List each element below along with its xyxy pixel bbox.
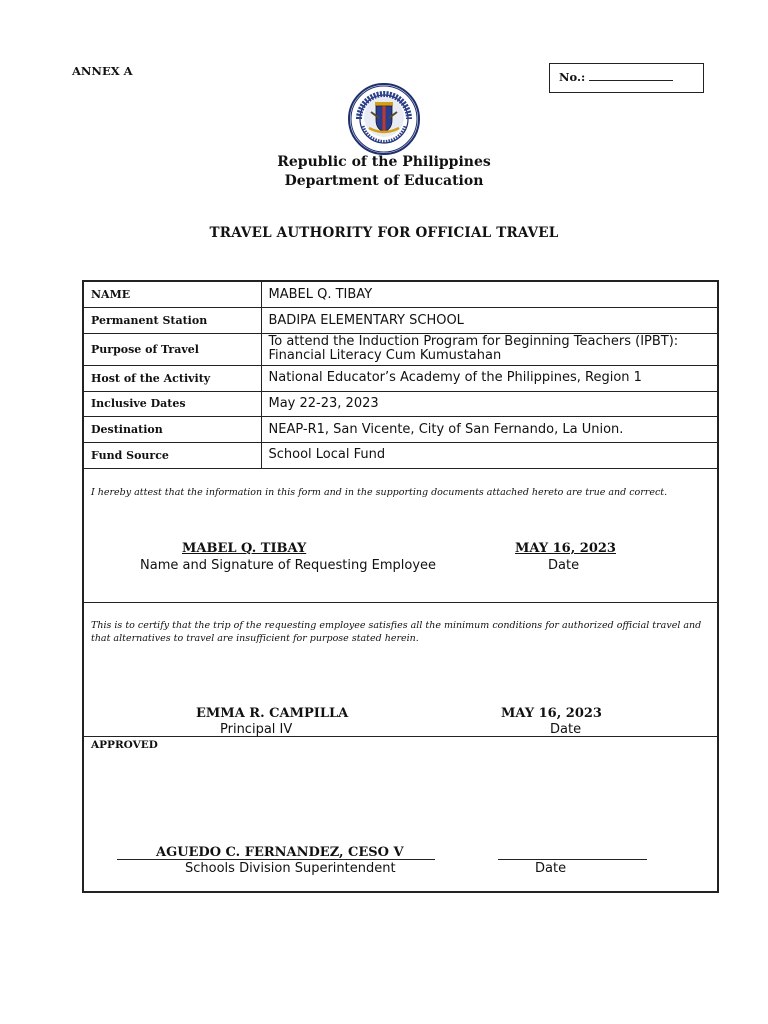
row-value: BADIPA ELEMENTARY SCHOOL (261, 308, 717, 334)
row-label: Purpose of Travel (84, 333, 261, 365)
deped-seal-icon (347, 82, 421, 156)
table-row (84, 391, 717, 417)
annex-label: ANNEX A (72, 64, 133, 78)
attestation-date: MAY 16, 2023 (515, 541, 616, 556)
department-heading: Department of Education (284, 173, 484, 189)
document-number-blank (589, 72, 673, 81)
attestation-text: I hereby attest that the information in this form and in the supporting documents attached hereto are true and correct. (91, 487, 668, 498)
republic-heading: Republic of the Philippines (277, 154, 491, 170)
row-value: MABEL Q. TIBAY (261, 282, 717, 308)
row-value: NEAP-R1, San Vicente, City of San Fernando, La Union. (261, 417, 717, 443)
row-label: NAME (84, 282, 261, 308)
certification-date-label: Date (550, 722, 582, 737)
purpose-line-1: To attend the Induction Program for Beginning Teachers (IPBT): (268, 334, 679, 350)
attestation-date-label: Date (548, 558, 580, 573)
employee-name: MABEL Q. TIBAY (182, 541, 307, 556)
document-number-box (549, 63, 704, 93)
travel-authority-form (82, 280, 719, 893)
row-label: Inclusive Dates (84, 391, 261, 417)
table-row (84, 442, 717, 468)
principal-name: EMMA R. CAMPILLA (196, 706, 349, 721)
principal-role: Principal IV (220, 722, 293, 737)
section-divider (84, 736, 717, 737)
table-row (84, 417, 717, 443)
row-value: National Educator’s Academy of the Philippines, Region 1 (261, 365, 717, 391)
certification-text: This is to certify that the trip of the requesting employee satisfies all the minimum conditions for authorized official travel and that alternatives to travel are insufficient for purpose stated herein. (91, 620, 702, 644)
purpose-line-2: Financial Literacy Cum Kumustahan (268, 348, 502, 364)
superintendent-name: AGUEDO C. FERNANDEZ, CESO V (156, 845, 404, 860)
row-label: Host of the Activity (84, 365, 261, 391)
approval-date-label: Date (535, 861, 567, 876)
row-value: School Local Fund (261, 442, 717, 468)
row-label: Destination (84, 417, 261, 443)
table-row (84, 282, 717, 308)
certification-date: MAY 16, 2023 (501, 706, 602, 721)
row-value: May 22-23, 2023 (261, 391, 717, 417)
approved-label: APPROVED (91, 739, 158, 751)
superintendent-signature-line (117, 859, 435, 860)
row-label: Fund Source (84, 442, 261, 468)
table-row (84, 365, 717, 391)
table-row (84, 308, 717, 334)
superintendent-role: Schools Division Superintendent (185, 861, 396, 876)
table-row (84, 333, 717, 365)
row-label: Permanent Station (84, 308, 261, 334)
employee-signature-caption: Name and Signature of Requesting Employee (140, 558, 437, 573)
travel-details-table (84, 282, 717, 469)
document-number-label: No.: (559, 70, 586, 84)
document-title: TRAVEL AUTHORITY FOR OFFICIAL TRAVEL (209, 225, 559, 241)
approval-date-line (498, 859, 647, 860)
row-value (261, 333, 717, 365)
section-divider (84, 602, 717, 603)
